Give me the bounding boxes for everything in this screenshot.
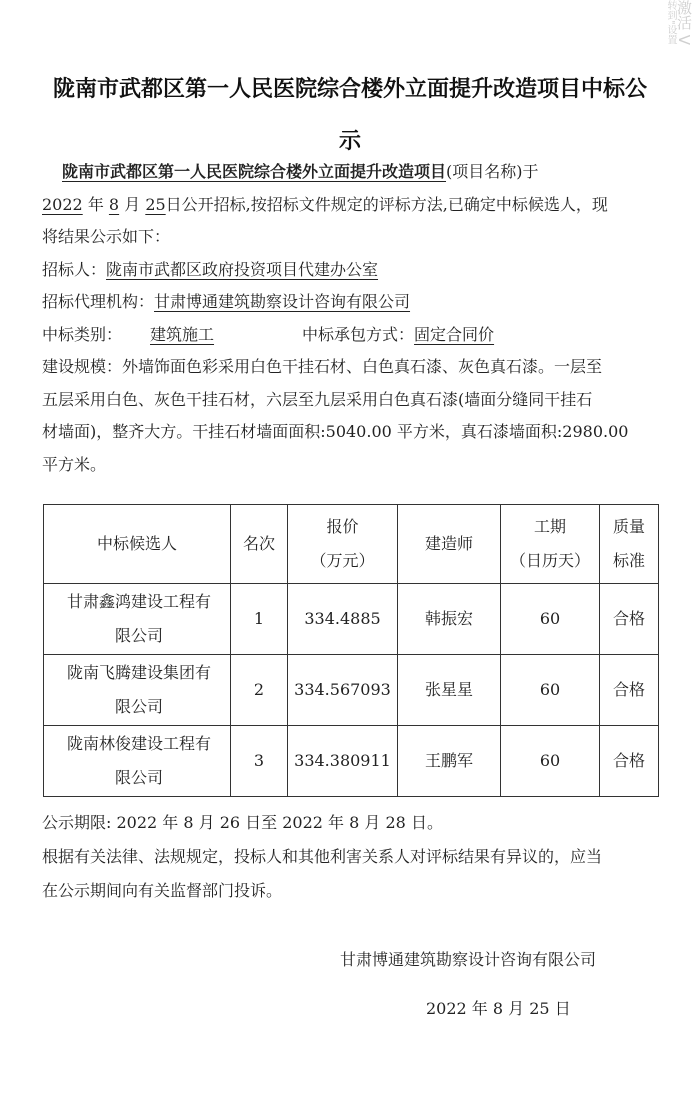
candidate-rank: 3 [231, 726, 288, 797]
publicity-period: 公示期限: 2022 年 8 月 26 日至 2022 年 8 月 28 日。 [42, 813, 443, 832]
bid-day: 25 [145, 194, 166, 214]
contract-label: 中标承包方式： [302, 324, 415, 344]
intro-line3: 将结果公示如下： [42, 227, 171, 246]
candidate-period: 60 [501, 726, 600, 797]
candidate-name [44, 726, 231, 797]
header-builder: 建造师 [398, 505, 501, 584]
table-row [44, 655, 659, 726]
candidate-period: 60 [501, 655, 600, 726]
page-title [40, 64, 660, 168]
signature-date: 2022 年 8 月 25 日 [426, 999, 571, 1018]
candidate-price: 334.380911 [288, 726, 398, 797]
scale-line1: 建设规模：外墙饰面色彩采用白色干挂石材、白色真石漆、灰色真石漆。一层至 [42, 357, 603, 376]
result-table [43, 504, 659, 797]
complaint-line2: 在公示期间向有关监督部门投诉。 [42, 881, 283, 900]
agency-line [42, 286, 674, 319]
project-name: 陇南市武都区第一人民医院综合楼外立面提升改造项目 [62, 162, 447, 181]
header-candidate: 中标候选人 [44, 505, 231, 584]
year-suffix: 年 [87, 194, 104, 214]
title-line2: 示 [338, 129, 361, 154]
month-suffix: 月 [124, 194, 141, 214]
category-line [42, 319, 674, 352]
candidate-name-line1: 陇南林俊建设工程有 [66, 734, 211, 753]
candidate-quality: 合格 [600, 726, 659, 797]
complaint-line1: 根据有关法律、法规规定，投标人和其他利害关系人对评标结果有异议的，应当 [42, 847, 603, 866]
candidate-name-line2: 限公司 [114, 626, 163, 645]
agency-value: 甘肃博通建筑勘察设计咨询有限公司 [154, 292, 411, 311]
intro-text: 日公开招标,按招标文件规定的评标方法,已确定中标候选人，现 [165, 194, 608, 214]
candidate-name [44, 584, 231, 655]
candidate-price: 334.4885 [288, 584, 398, 655]
header-price [288, 505, 398, 584]
header-quality-line2: 标准 [612, 551, 645, 570]
contract-value: 固定合同价 [414, 324, 495, 344]
scale-line2: 五层采用白色、灰色干挂石材，六层至九层采用白色真石漆(墙面分缝同干挂石 [42, 389, 593, 409]
candidate-quality: 合格 [600, 655, 659, 726]
scale-line3: 材墙面)，整齐大方。干挂石材墙面面积:5040.00 平方米，真石漆墙面积:2980.00 [42, 422, 629, 441]
category-value: 建筑施工 [150, 324, 215, 344]
project-name-note: (项目名称)于 [446, 162, 539, 181]
category-label: 中标类别： [42, 324, 123, 344]
candidate-rank: 2 [231, 655, 288, 726]
header-quality [600, 505, 659, 584]
candidate-rank: 1 [231, 584, 288, 655]
candidate-name-line2: 限公司 [114, 697, 163, 716]
candidate-name-line1: 陇南飞腾建设集团有 [66, 663, 211, 682]
header-period-line1: 工期 [533, 517, 566, 536]
tenderer-value: 陇南市武都区政府投资项目代建办公室 [106, 259, 379, 279]
header-quality-line1: 质量 [612, 517, 645, 536]
candidate-quality: 合格 [600, 584, 659, 655]
header-price-line2: （万元） [310, 551, 375, 570]
signature-org: 甘肃博通建筑勘察设计咨询有限公司 [340, 950, 597, 969]
candidate-builder: 张星星 [398, 655, 501, 726]
candidate-name [44, 655, 231, 726]
title-line1: 陇南市武都区第一人民医院综合楼外立面提升改造项目中标公 [52, 77, 647, 102]
agency-label: 招标代理机构： [42, 292, 155, 311]
watermark-line1: 激活 V [675, 0, 693, 46]
table-row [44, 584, 659, 655]
bid-month: 8 [108, 194, 120, 214]
tenderer-line [42, 254, 674, 287]
tenderer-label: 招标人： [42, 259, 107, 279]
scale-line4: 平方米。 [42, 454, 107, 474]
table-row [44, 726, 659, 797]
header-price-line1: 报价 [326, 517, 359, 536]
announcement-footer [42, 806, 674, 908]
candidate-name-line1: 甘肃鑫鸿建设工程有 [66, 592, 211, 611]
candidate-name-line2: 限公司 [114, 768, 163, 787]
intro-line1 [42, 156, 674, 189]
bid-year: 2022 [42, 194, 83, 214]
candidate-builder: 王鹏军 [398, 726, 501, 797]
header-period-line2: （日历天） [509, 551, 590, 570]
activation-watermark [665, 0, 691, 60]
candidate-builder: 韩振宏 [398, 584, 501, 655]
candidate-period: 60 [501, 584, 600, 655]
watermark-line2: 转到"设置 [665, 0, 676, 45]
intro-line2 [42, 189, 674, 222]
header-period [501, 505, 600, 584]
table-header-row [44, 505, 659, 584]
header-rank: 名次 [231, 505, 288, 584]
candidate-price: 334.567093 [288, 655, 398, 726]
announcement-body [42, 156, 674, 481]
